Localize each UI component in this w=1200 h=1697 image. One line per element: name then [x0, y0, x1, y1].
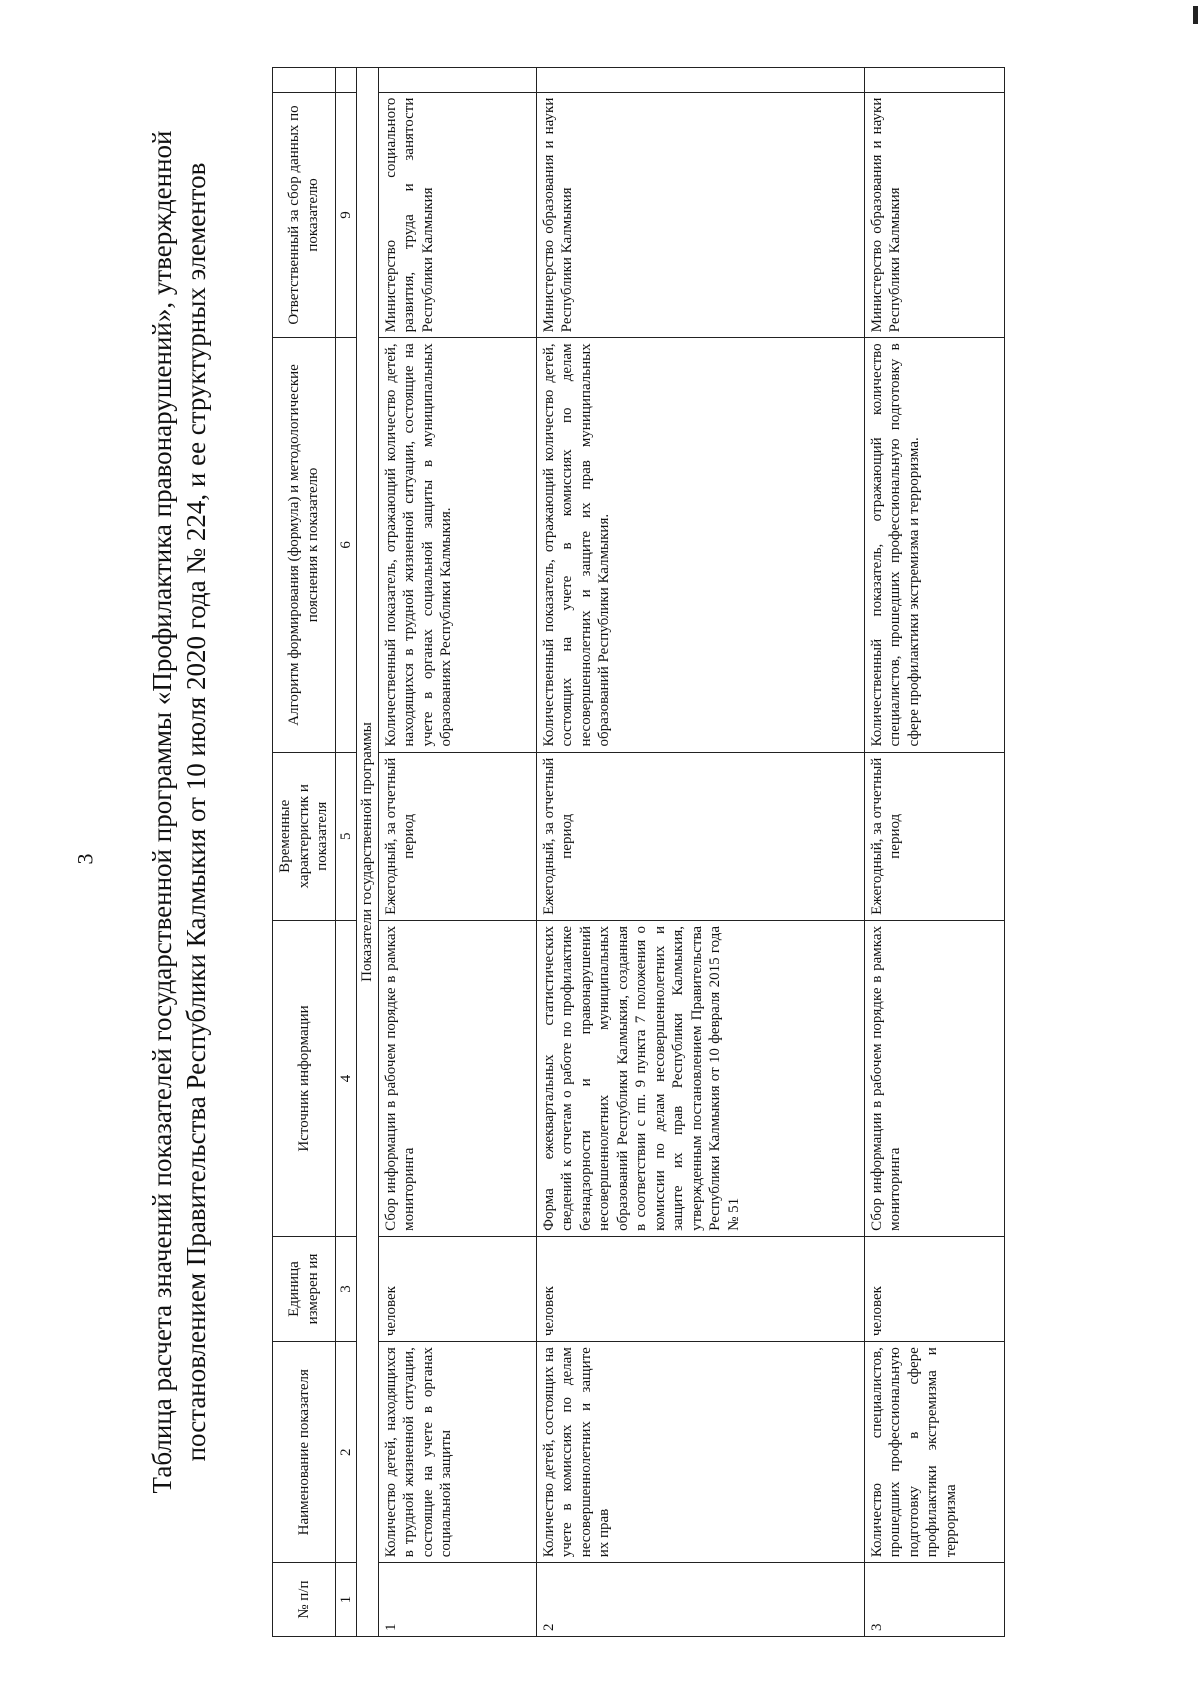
header-cell: № п/п — [273, 1563, 336, 1637]
indicator-algorithm: Количественный показатель, отражающий количество детей, находящихся в трудной жизненной ситуации, состоящие на учете в органах социальной защиты в муниципальных образованиях Республики Калмыкия. — [378, 338, 536, 752]
column-number: 6 — [335, 338, 357, 752]
column-number: 3 — [335, 1236, 357, 1341]
column-number: 9 — [335, 92, 357, 338]
header-cell: Наименование показателя — [273, 1342, 336, 1563]
table-row — [864, 68, 1004, 1637]
column-number: 4 — [335, 920, 357, 1236]
indicator-source: Сбор информации в рабочем порядке в рамках мониторинга — [864, 920, 1004, 1236]
gap-cell — [378, 68, 536, 93]
indicator-responsible: Министерство образования и науки Республики Калмыкия — [536, 92, 864, 338]
header-cell: Ответственный за сбор данных по показателю — [273, 92, 336, 338]
gap-cell — [864, 68, 1004, 93]
indicator-name: Количество детей, состоящих на учете в комиссиях по делам несовершеннолетних и защите их прав — [536, 1342, 864, 1563]
indicator-algorithm: Количественный показатель, отражающий количество специалистов, прошедших профессиональную подготовку в сфере профилактики экстремизма и терроризма. — [864, 338, 1004, 752]
column-number-gap — [335, 68, 357, 93]
indicator-responsible: Министерство образования и науки Республики Калмыкия — [864, 92, 1004, 338]
column-number: 2 — [335, 1342, 357, 1563]
indicator-period: Ежегодный, за отчетный период — [864, 752, 1004, 920]
column-number: 5 — [335, 752, 357, 920]
indicator-unit: человек — [378, 1236, 536, 1341]
section-row — [357, 68, 379, 1637]
header-gap-cell — [273, 68, 336, 93]
table-row — [378, 68, 536, 1637]
row-number: 1 — [378, 1563, 536, 1637]
indicator-responsible: Министерство социального развития, труда и занятости Республики Калмыкия — [378, 92, 536, 338]
indicator-period: Ежегодный, за отчетный период — [536, 752, 864, 920]
indicator-source: Форма ежеквартальных статистических сведений к отчетам о работе по профилактике безнадзорности и правонарушений несовершеннолетних муниципальных образований Республики Калмыкия, созданная в соответствии с пп. 9 пункта 7 положения о комиссии по делам несовершеннолетних и защите их прав Республики Калмыкия, утвержденным постановлением Правительства Республики Калмыкия от 10 февраля 2015 года № 51 — [536, 920, 864, 1236]
table-row — [536, 68, 864, 1637]
page-number: 3 — [72, 853, 98, 865]
indicators-table — [272, 67, 1005, 1637]
document-title — [145, 47, 213, 1577]
header-cell: Единица измерен ия — [273, 1236, 336, 1341]
gap-cell — [536, 68, 864, 93]
header-row — [273, 68, 336, 1637]
row-number: 2 — [536, 1563, 864, 1637]
indicator-period: Ежегодный, за отчетный период — [378, 752, 536, 920]
title-line-2: постановлением Правительства Республики Калмыкия от 10 июля 2020 года № 224, и ее структурных элементов — [181, 162, 211, 1462]
section-title: Показатели государственной программы — [357, 68, 379, 1637]
header-cell: Источник информации — [273, 920, 336, 1236]
indicator-unit: человек — [536, 1236, 864, 1341]
indicator-name: Количество специалистов, прошедших профессиональную подготовку в сфере профилактики экстремизма и терроризма — [864, 1342, 1004, 1563]
column-number: 1 — [335, 1563, 357, 1637]
row-number: 3 — [864, 1563, 1004, 1637]
indicator-name: Количество детей, находящихся в трудной жизненной ситуации, состоящие на учете в органах социальной защиты — [378, 1342, 536, 1563]
indicator-unit: человек — [864, 1236, 1004, 1341]
header-cell: Временные характеристик и показателя — [273, 752, 336, 920]
column-number-row — [335, 68, 357, 1637]
header-cell: Алгоритм формирования (формула) и методологические пояснения к показателю — [273, 338, 336, 752]
indicator-algorithm: Количественный показатель, отражающий количество детей, состоящих на учете в комиссиях по делам несовершеннолетних и защите их прав муниципальных образований Республики Калмыкия. — [536, 338, 864, 752]
title-line-1: Таблица расчета значений показателей государственной программы «Профилактика правонарушений», утвержденной — [147, 130, 177, 1494]
indicator-source: Сбор информации в рабочем порядке в рамках мониторинга — [378, 920, 536, 1236]
